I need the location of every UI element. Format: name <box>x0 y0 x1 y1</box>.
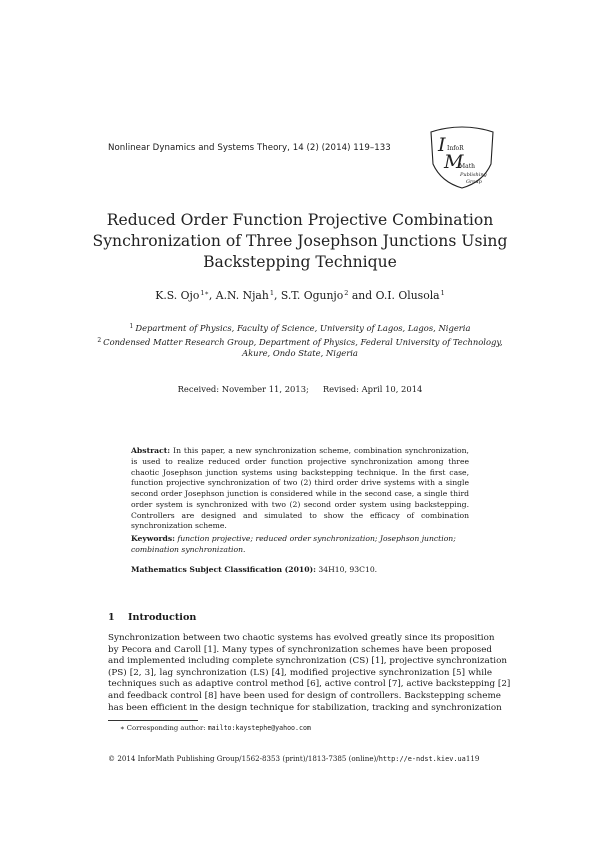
intro-line: and feedback control [8] have been used for design of controllers. Backstepping scheme <box>108 690 501 701</box>
msc-label: Mathematics Subject Classification (2010): <box>131 565 316 574</box>
title-line: Synchronization of Three Josephson Junctions Using <box>92 232 508 251</box>
intro-line: and implemented including complete synchronization (CS) [1], projective synchronization <box>108 656 507 667</box>
author-list: K.S. Ojo$^{1∗}$, A.N. Njah$^1$, S.T. Ogunjo$^2$ and O.I. Olusola$^1$ <box>155 289 445 302</box>
author-email-link[interactable]: mailto:kaystephe@yahoo.com <box>207 724 311 732</box>
section-heading <box>108 612 196 623</box>
intro-line: (PS) [2, 3], lag synchronization (LS) [4], modified projective synchronization [5] while <box>108 667 492 678</box>
affiliations <box>95 321 505 360</box>
author-sup: 1 <box>440 289 445 297</box>
keywords-text: function projective; reduced order synchronization; Josephson junction; combination synchronization. <box>131 534 456 554</box>
intro-line: Synchronization between two chaotic systems has evolved greatly since its proposition <box>108 633 495 643</box>
page-number: 119 <box>465 754 480 763</box>
intro-line: techniques such as adaptive control method [6], active control [7], active backstepping [2] <box>108 679 511 690</box>
abstract-label: Abstract: <box>131 446 171 455</box>
author-name: S.T. Ogunjo <box>280 289 344 302</box>
author-sup: 1∗ <box>200 289 209 297</box>
section-title: Introduction <box>128 612 197 623</box>
author-name: A.N. Njah <box>215 289 269 302</box>
author-name: O.I. Olusola <box>375 289 440 302</box>
author-sup: 1 <box>269 289 274 297</box>
footnote-label: Corresponding author: <box>126 724 206 732</box>
introduction-text <box>108 633 511 714</box>
footnote <box>120 724 311 732</box>
svg-text:M: M <box>444 151 464 173</box>
affiliation: $^2$ Condensed Matter Research Group, Department of Physics, Federal University of Technology, <box>97 336 503 347</box>
journal-citation: Nonlinear Dynamics and Systems Theory, 14 (2) (2014) 119–133 <box>108 143 391 153</box>
submission-dates <box>80 384 520 394</box>
section-number: 1 <box>108 612 115 623</box>
logo-text-1: InfoR <box>447 145 464 152</box>
affiliation-continued: Akure, Ondo State, Nigeria <box>242 348 358 359</box>
infomath-publishing-logo <box>425 124 499 190</box>
msc-classification <box>131 565 377 574</box>
affiliation: $^1$ Department of Physics, Faculty of Science, University of Lagos, Lagos, Nigeria <box>129 323 471 333</box>
author-name: K.S. Ojo <box>155 289 200 302</box>
logo-text-2: Math <box>459 163 475 170</box>
title-line: Reduced Order Function Projective Combination <box>106 211 494 229</box>
intro-line: by Pecora and Caroll [1]. Many types of synchronization schemes have been proposed <box>108 644 492 655</box>
revised-date: Revised: April 10, 2014 <box>322 384 423 394</box>
logo-text-3: Publishing <box>460 172 487 178</box>
title-line: Backstepping Technique <box>203 253 397 272</box>
paper-title <box>80 210 520 274</box>
footnote-mark: ∗ <box>120 724 125 732</box>
footnote-rule <box>108 720 198 721</box>
abstract-text: In this paper, a new synchronization scheme, combination synchronization, is used to realize reduced order function projective synchronization among three chaotic Josephson junction systems using backstepping technique. In the first case, function projective synchronization of two (2) third order drive systems with a single second order Josephson junction is considered while in the second case, a single third order system is synchronized with two (2) second order system using backstepping. Controllers are designed and simulated to show the efficacy of combination synchronization scheme. <box>131 446 469 531</box>
journal-url-link[interactable]: http://e-ndst.kiev.ua <box>378 755 466 763</box>
intro-line: has been efficient in the design technique for stabilization, tracking and synchronization <box>108 702 502 713</box>
copyright-line <box>108 754 479 763</box>
abstract <box>131 446 469 532</box>
received-date: Received: November 11, 2013; <box>177 384 309 394</box>
keywords <box>131 534 469 556</box>
keywords-label: Keywords: <box>131 534 175 543</box>
svg-text:I: I <box>438 134 446 156</box>
msc-codes: 34H10, 93C10. <box>318 565 378 574</box>
author-sup: 2 <box>344 289 349 297</box>
logo-text-4: Group <box>466 179 482 185</box>
copyright-text: © 2014 InforMath Publishing Group/1562-8353 (print)/1813-7385 (online)/ <box>108 754 379 763</box>
